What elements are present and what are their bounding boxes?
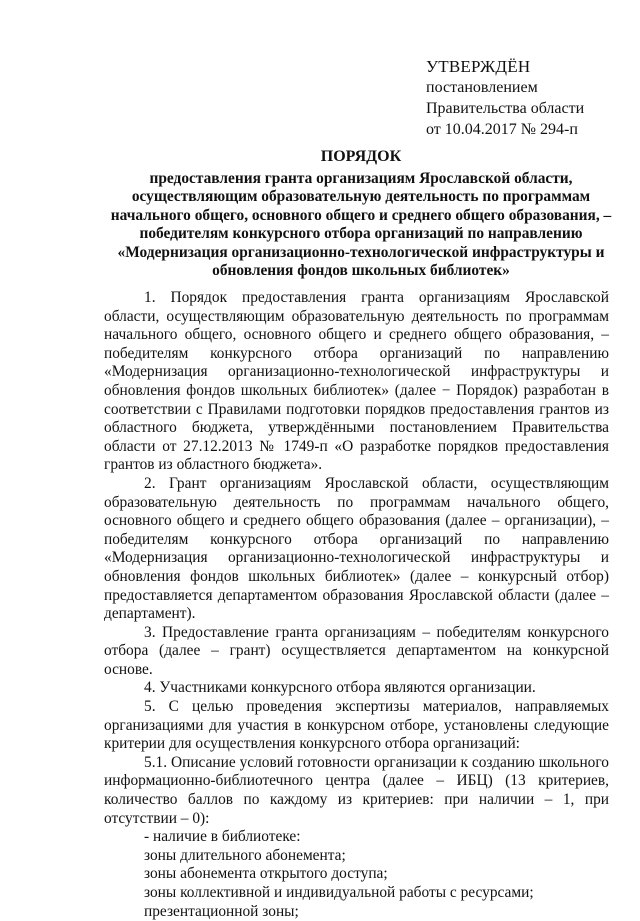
paragraph-1: 1. Порядок предоставления гранта организациям Ярославской области, осуществляющим образовательную деятельность по программам начального общего, основного общего и среднего общего образования, – победителям конкурсного отбора организаций по направлению «Модернизация организационно-технологической инфраструктуры и обновления фондов школьных библиотек» (далее − Порядок) разработан в соответствии с Правилами подготовки порядков предоставления грантов из областного бюджета, утверждёнными постановлением Правительства области от 27.12.2013 № 1749-п «О разработке порядков предоставления грантов из областного бюджета». <box>104 289 609 474</box>
list-item-1: - наличие в библиотеке: <box>144 828 301 846</box>
document-heading <box>96 148 626 281</box>
list-item-4: зоны коллективной и индивидуальной работы с ресурсами; <box>144 884 534 901</box>
paragraph-5: 5. С целью проведения экспертизы материалов, направляемых организациями для участия в конкурсном отборе, установлены следующие критерии для осуществления конкурсного отбора организаций: <box>104 698 609 753</box>
document-subtitle: предоставления гранта организациям Ярославской области, осуществляющим образовательную деятельность по программам начального общего, основного общего и среднего общего образования, – победителям конкурсного отбора организаций по направлению «Модернизация организационно-технологической инфраструктуры и обновления фондов школьных библиотек» <box>110 169 612 279</box>
document-title: ПОРЯДОК <box>320 148 402 165</box>
approval-stamp <box>426 56 584 140</box>
list-item-5: презентационной зоны; <box>144 902 299 920</box>
paragraph-3: 3. Предоставление гранта организациям – победителям конкурсного отбора (далее – грант) осуществляется департаментом на конкурсной основе. <box>104 623 609 678</box>
approval-line-1: постановлением <box>426 79 538 96</box>
approval-line-2: Правительства области <box>426 100 585 117</box>
list-item-3: зоны абонемента открытого доступа; <box>144 865 388 883</box>
paragraph-2: 2. Грант организациям Ярославской области, осуществляющим образовательную деятельность по программам начального общего, основного общего и среднего общего образования (далее – организации), – победителям конкурсного отбора организаций по направлению «Модернизация организационно-технологической инфраструктуры и обновления фондов школьных библиотек» (далее – конкурсный отбор) предоставляется департаментом образования Ярославской области (далее – департамент). <box>104 474 609 623</box>
approval-line-3: от 10.04.2017 № 294-п <box>426 121 578 138</box>
approval-title: УТВЕРЖДЁН <box>426 57 531 76</box>
paragraph-4: 4. Участниками конкурсного отбора являются организации. <box>144 679 536 697</box>
paragraph-5-1: 5.1. Описание условий готовности организации к созданию школьного информационно-библиотечного центра (далее – ИБЦ) (13 критериев, количество баллов по каждому из критериев: при наличии – 1, при отсутствии – 0): <box>104 753 609 827</box>
list-item-2: зоны длительного абонемента; <box>144 846 346 864</box>
document-body <box>104 289 609 921</box>
